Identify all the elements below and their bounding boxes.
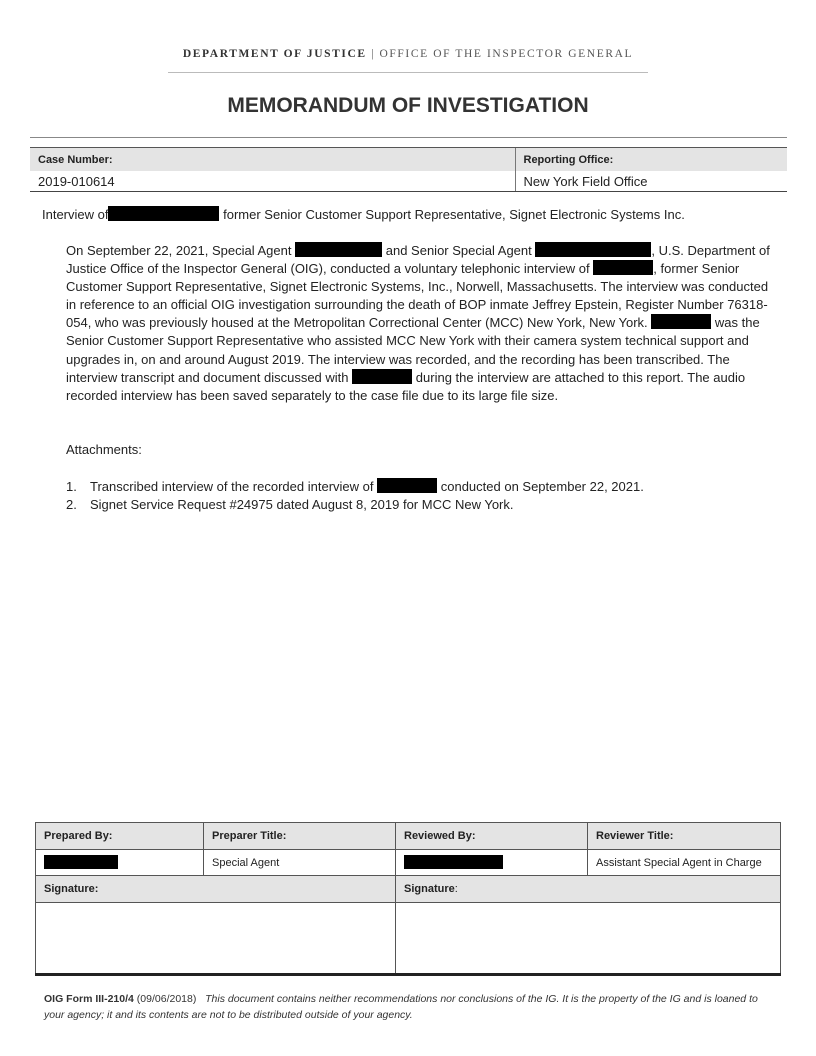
department-header — [0, 48, 816, 60]
title-divider — [30, 137, 787, 138]
footer-disclaimer: This document contains neither recommendations nor conclusions of the IG. It is the property of the IG and is loaned to your agency; it and its contents are not to be distributed outside of your agency. — [44, 993, 758, 1021]
redaction-block — [593, 260, 653, 275]
signature-colon: : — [454, 883, 458, 895]
body-text-6: during the interview are attached to this report. The audio recorded interview has been saved separately to the case file due to its large file size. — [66, 369, 746, 403]
reviewer-title-value: Assistant Special Agent in Charge — [588, 850, 781, 876]
memo-body — [66, 242, 774, 405]
subject-prefix: Interview of — [42, 207, 109, 222]
redaction-block — [108, 206, 219, 221]
list-item-number: 1. — [66, 479, 77, 494]
reviewer-signature-label-text: Signature — [404, 883, 455, 895]
department-name: DEPARTMENT OF JUSTICE — [182, 48, 367, 60]
attachment-1-prefix: Transcribed interview of the recorded interview of — [90, 479, 374, 494]
case-info-table — [30, 148, 787, 192]
list-item — [66, 496, 644, 514]
redaction-block — [295, 242, 382, 257]
redaction-block — [651, 314, 711, 329]
preparer-signature-label: Signature: — [36, 876, 396, 903]
header-divider — [168, 72, 648, 73]
reviewed-by-value — [396, 850, 588, 876]
attachments-list — [66, 478, 644, 514]
attachments-label: Attachments: — [66, 442, 142, 457]
preparer-signature-field — [36, 903, 396, 975]
form-footer — [44, 991, 779, 1023]
redaction-block — [377, 478, 437, 493]
reviewer-signature-label — [396, 876, 781, 903]
reviewer-signature-field — [396, 903, 781, 975]
body-text-3: , U.S. Department of Justice Office of the Inspector General (OIG), conducted a voluntary telephonic interview of — [66, 243, 770, 277]
redaction-block — [352, 369, 412, 384]
header-separator: | — [371, 48, 376, 60]
body-text-1: On September 22, 2021, Special Agent — [66, 243, 292, 258]
office-name: OFFICE OF THE INSPECTOR GENERAL — [379, 48, 634, 60]
case-number-label: Case Number: — [30, 148, 515, 171]
body-text-5: was the Senior Customer Support Representative who assisted MCC New York with their camera system technical support and upgrades in, on and around August 2019. The interview was recorded, and the recording has been transcribed. The interview transcript and document discussed with — [66, 315, 760, 385]
attachment-2-text: Signet Service Request #24975 dated August 8, 2019 for MCC New York. — [90, 497, 514, 512]
list-item — [66, 478, 644, 496]
preparer-title-value: Special Agent — [204, 850, 396, 876]
redaction-block — [44, 855, 118, 869]
list-item-number: 2. — [66, 497, 77, 512]
prepared-by-value — [36, 850, 204, 876]
reviewed-by-label: Reviewed By: — [396, 823, 588, 850]
reporting-office-label: Reporting Office: — [515, 148, 787, 171]
form-id: OIG Form III-210/4 — [44, 993, 134, 1005]
preparer-title-label: Preparer Title: — [204, 823, 396, 850]
redaction-block — [535, 242, 651, 257]
signature-table — [35, 822, 781, 976]
case-number-value: 2019-010614 — [30, 171, 515, 192]
reviewer-title-label: Reviewer Title: — [588, 823, 781, 850]
memo-title: MEMORANDUM OF INVESTIGATION — [227, 94, 589, 117]
body-text-4: , former Senior Customer Support Representative, Signet Electronic Systems, Inc., Norwell, Massachusetts. The interview was conducted in reference to an official OIG investigation surrounding the death of BOP inmate Jeffrey Epstein, Register Number 76318-054, who was previously housed at the Metropolitan Correctional Center (MCC) New York, New York. — [66, 261, 769, 331]
subject-suffix: former Senior Customer Support Representative, Signet Electronic Systems Inc. — [223, 207, 685, 222]
redaction-block — [404, 855, 503, 869]
prepared-by-label: Prepared By: — [36, 823, 204, 850]
interview-subject — [42, 206, 782, 224]
body-text-2: and Senior Special Agent — [385, 243, 532, 258]
attachment-1-suffix: conducted on September 22, 2021. — [440, 479, 644, 494]
form-date: (09/06/2018) — [136, 993, 197, 1005]
reporting-office-value: New York Field Office — [515, 171, 787, 192]
